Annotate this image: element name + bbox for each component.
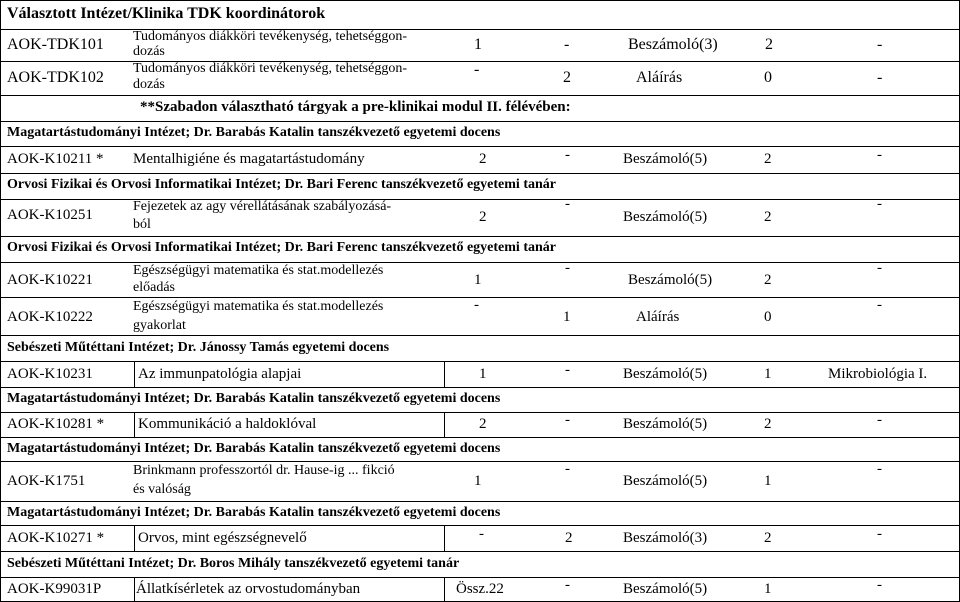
row-divider [1, 297, 959, 298]
row-divider [1, 412, 959, 413]
row-divider [1, 173, 959, 174]
credit: 2 [764, 151, 772, 167]
column-divider [134, 362, 135, 387]
lecture-hours: 1 [474, 272, 482, 288]
row-divider [1, 577, 959, 578]
lecture-hours: 1 [474, 36, 482, 53]
department-header: Sebészeti Műtéttani Intézet; Dr. Jánossy Tamás egyetemi docens [7, 340, 390, 355]
exam-type: Beszámoló(3) [623, 530, 708, 546]
department-header: Magatartástudományi Intézet; Dr. Barabás Katalin tanszékvezető egyetemi docens [7, 441, 501, 456]
department-header: Orvosi Fizikai és Orvosi Informatikai Intézet; Dr. Bari Ferenc tanszékvezető egyetemi tanár [7, 177, 556, 192]
course-code: AOK-K10281 * [7, 416, 105, 432]
exam-type: Beszámoló(5) [623, 473, 708, 489]
lecture-hours: 2 [479, 416, 487, 432]
course-name-cont: és valóság [133, 482, 191, 497]
row-divider [1, 387, 959, 388]
column-divider [134, 526, 135, 551]
credit: 2 [764, 530, 772, 546]
credit: 1 [764, 473, 772, 489]
row-divider [1, 95, 959, 96]
course-name-cont: gyakorlat [133, 318, 186, 333]
prerequisite: Mikrobiológia I. [828, 366, 928, 382]
practice-hours: - [565, 461, 570, 477]
lecture-hours: 1 [474, 473, 482, 489]
course-code: AOK-TDK102 [7, 69, 104, 86]
exam-type: Beszámoló(5) [623, 366, 708, 382]
course-name-cont: dozás [133, 77, 165, 92]
course-code: AOK-K10222 [7, 309, 93, 325]
course-code: AOK-K10211 * [7, 151, 104, 167]
course-name: Brinkmann professzortól dr. Hause-ig ... fikció [133, 463, 395, 478]
lecture-hours: Össz.22 [456, 581, 504, 597]
lecture-hours: - [474, 297, 479, 313]
practice-hours: - [565, 412, 570, 428]
row-divider [1, 236, 959, 237]
department-header: Orvosi Fizikai és Orvosi Informatikai Intézet; Dr. Bari Ferenc tanszékvezető egyetemi tanár [7, 240, 556, 255]
practice-hours: - [565, 196, 570, 212]
department-header: Sebészeti Műtéttani Intézet; Dr. Boros Mihály tanszékvezető egyetemi tanár [7, 556, 460, 571]
practice-hours: - [565, 577, 570, 593]
practice-hours: 2 [565, 530, 573, 546]
lecture-hours: 2 [479, 151, 487, 167]
exam-type: Aláírás [636, 69, 683, 86]
practice-hours: - [564, 36, 570, 53]
page-title: Választott Intézet/Klinika TDK koordinátorok [7, 5, 326, 22]
exam-type: Beszámoló(5) [623, 151, 708, 167]
prerequisite: - [877, 260, 882, 276]
credit: 0 [764, 69, 772, 86]
lecture-hours: 2 [479, 209, 487, 225]
exam-type: Beszámoló(5) [623, 581, 708, 597]
column-divider [134, 413, 135, 437]
course-name: Orvos, mint egészségnevelő [138, 530, 307, 546]
module-note: **Szabadon választható tárgyak a pre-klinikai modul II. félévében: [140, 99, 571, 115]
column-divider [444, 578, 445, 601]
course-code: AOK-K10251 [7, 207, 93, 223]
course-name-cont: dozás [133, 44, 165, 59]
column-divider [444, 362, 445, 387]
credit: 2 [764, 416, 772, 432]
practice-hours: 2 [563, 69, 571, 86]
prerequisite: - [877, 577, 882, 593]
course-name: Az immunpatológia alapjai [138, 366, 302, 382]
course-name-cont: ból [133, 217, 151, 232]
row-divider [1, 501, 959, 502]
row-divider [1, 461, 959, 462]
lecture-hours: 1 [479, 366, 487, 382]
row-divider [1, 146, 959, 147]
exam-type: Beszámoló(5) [628, 272, 713, 288]
department-header: Magatartástudományi Intézet; Dr. Barabás Katalin tanszékvezető egyetemi docens [7, 391, 501, 406]
course-code: AOK-K10271 * [7, 530, 105, 546]
lecture-hours: - [479, 526, 484, 542]
credit: 2 [764, 272, 772, 288]
row-divider [1, 335, 959, 336]
row-divider [1, 121, 959, 122]
lecture-hours: - [474, 61, 480, 78]
course-code: AOK-K10221 [7, 272, 93, 288]
course-name: Tudományos diákköri tevékenység, tehetséggon- [133, 29, 407, 44]
practice-hours: - [565, 362, 570, 378]
row-divider [1, 437, 959, 438]
practice-hours: - [565, 260, 570, 276]
department-header: Magatartástudományi Intézet; Dr. Barabás Katalin tanszékvezető egyetemi docens [7, 505, 501, 520]
course-code: AOK-TDK101 [7, 36, 104, 53]
department-header: Magatartástudományi Intézet; Dr. Barabás Katalin tanszékvezető egyetemi docens [7, 125, 501, 140]
prerequisite: - [877, 412, 882, 428]
prerequisite: - [877, 147, 882, 163]
exam-type: Beszámoló(5) [623, 209, 708, 225]
prerequisite: - [877, 196, 882, 212]
course-name: Mentalhigiéne és magatartástudomány [133, 151, 365, 167]
course-name: Kommunikáció a haldoklóval [138, 416, 317, 432]
row-divider [1, 551, 959, 552]
practice-hours: 1 [563, 309, 571, 325]
column-divider [134, 578, 135, 601]
course-name: Tudományos diákköri tevékenység, tehetséggon- [133, 61, 407, 76]
column-divider [444, 413, 445, 437]
credit: 2 [765, 36, 773, 53]
prerequisite: - [877, 461, 882, 477]
prerequisite: - [877, 526, 882, 542]
credit: 2 [764, 209, 772, 225]
course-name: Egészségügyi matematika és stat.modellezés [133, 263, 384, 278]
row-divider [1, 361, 959, 362]
course-code: AOK-K99031P [7, 581, 102, 597]
course-name: Fejezetek az agy vérellátásának szabályozásá- [133, 199, 392, 214]
credit: 1 [764, 366, 772, 382]
course-name: Állatkísérletek az orvostudományban [136, 581, 361, 597]
credit: 0 [764, 309, 772, 325]
exam-type: Aláírás [636, 309, 680, 325]
course-name-cont: előadás [133, 280, 175, 295]
prerequisite: - [877, 69, 883, 86]
exam-type: Beszámoló(5) [623, 416, 708, 432]
exam-type: Beszámoló(3) [628, 36, 718, 53]
practice-hours: - [565, 147, 570, 163]
prerequisite: - [877, 297, 882, 313]
credit: 1 [764, 581, 772, 597]
column-divider [444, 526, 445, 551]
course-code: AOK-K1751 [7, 473, 86, 489]
prerequisite: - [877, 36, 883, 53]
course-code: AOK-K10231 [7, 366, 93, 382]
course-name: Egészségügyi matematika és stat.modellezés [133, 299, 384, 314]
